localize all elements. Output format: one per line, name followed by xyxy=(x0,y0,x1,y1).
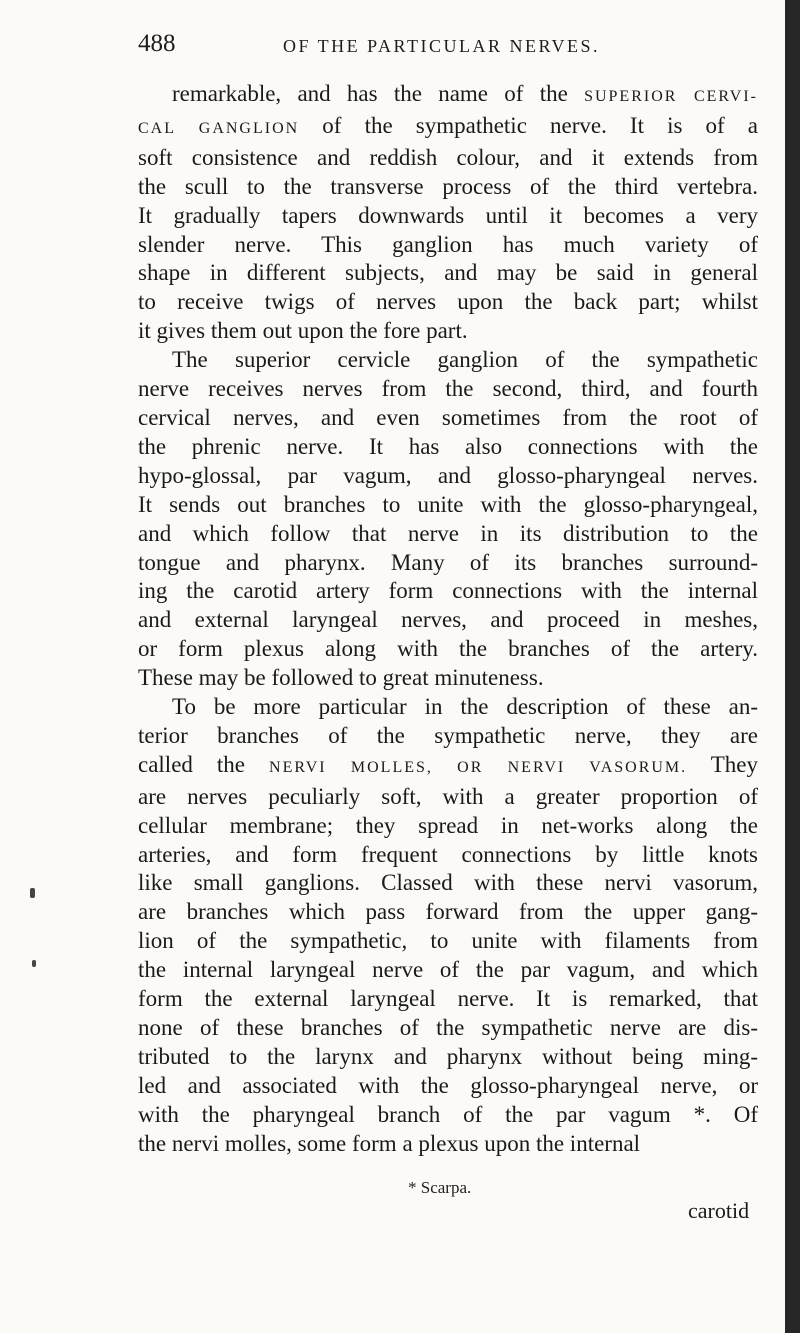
text-line xyxy=(138,346,758,375)
text-segment: cervical nerves, and even sometimes from the root of xyxy=(138,404,758,430)
text-segment: lion of the sympathetic, to unite with filaments from xyxy=(138,928,758,954)
text-segment: the scull to the transverse process of the third vertebra. xyxy=(138,173,758,199)
text-line xyxy=(138,693,758,722)
text-segment: or form plexus along with the branches of the artery. xyxy=(138,636,758,662)
text-line xyxy=(138,202,758,231)
text-line xyxy=(138,898,758,927)
small-caps-term: SUPERIOR CERVI- xyxy=(584,88,758,105)
text-segment: nerve receives nerves from the second, third, and fourth xyxy=(138,376,758,402)
text-segment: The superior cervicle ganglion of the sympathetic xyxy=(172,347,758,373)
text-segment: to receive twigs of nerves upon the back part; whilst xyxy=(138,289,758,315)
small-caps-term: CAL GANGLION xyxy=(138,119,300,137)
footnote: * Scarpa. xyxy=(408,1178,472,1197)
small-caps-term: NERVI MOLLES, OR NERVI VASORUM. xyxy=(269,758,688,776)
text-line xyxy=(138,869,758,898)
text-segment: arteries, and form frequent connections by little knots xyxy=(138,841,758,867)
text-segment: it gives them out upon the fore part. xyxy=(138,318,468,344)
text-segment: and external laryngeal nerves, and proceed in meshes, xyxy=(138,607,758,633)
text-segment: called the xyxy=(138,751,270,777)
text-line xyxy=(138,1072,758,1101)
text-line xyxy=(138,433,758,462)
text-line xyxy=(138,491,758,520)
text-line xyxy=(138,956,758,985)
text-segment: tributed to the larynx and pharynx without being ming- xyxy=(138,1043,758,1069)
margin-mark xyxy=(32,960,36,967)
text-line xyxy=(138,462,758,491)
text-line xyxy=(138,722,758,751)
text-line xyxy=(138,635,758,664)
text-line xyxy=(138,927,758,956)
text-line xyxy=(138,1101,758,1130)
text-line xyxy=(138,1043,758,1072)
text-segment: tongue and pharynx. Many of its branches surround- xyxy=(138,549,758,575)
text-line xyxy=(138,664,758,693)
text-line xyxy=(138,606,758,635)
text-line xyxy=(138,404,758,433)
text-line xyxy=(138,259,758,288)
text-segment: To be more particular in the description of these an- xyxy=(172,694,758,720)
margin-mark xyxy=(30,888,35,898)
text-line xyxy=(138,577,758,606)
text-segment: shape in different subjects, and may be said in general xyxy=(138,260,758,286)
text-segment: It gradually tapers downwards until it becomes a very xyxy=(138,202,758,228)
page-number: 488 xyxy=(138,30,176,57)
text-segment: These may be followed to great minuteness. xyxy=(138,665,544,691)
text-segment: are nerves peculiarly soft, with a greater proportion of xyxy=(138,783,758,809)
text-segment: of the sympathetic nerve. It is of a xyxy=(299,112,758,138)
text-line xyxy=(138,80,758,112)
text-line xyxy=(138,520,758,549)
body-text xyxy=(138,80,758,1159)
text-line xyxy=(138,173,758,202)
text-line xyxy=(138,841,758,870)
text-segment: soft consistence and reddish colour, and it extends from xyxy=(138,144,758,170)
catchword: carotid xyxy=(688,1198,750,1223)
text-segment: remarkable, and has the name of the xyxy=(172,81,585,106)
text-segment: slender nerve. This ganglion has much variety of xyxy=(138,231,758,257)
page-edge xyxy=(785,0,800,1333)
text-segment: ing the carotid artery form connections with the internal xyxy=(138,578,758,604)
text-segment: the nervi molles, some form a plexus upon the internal xyxy=(138,1130,641,1156)
text-line xyxy=(138,783,758,812)
text-segment: the phrenic nerve. It has also connections with the xyxy=(138,433,758,459)
text-line xyxy=(138,231,758,260)
text-line xyxy=(138,751,758,783)
text-line xyxy=(138,549,758,578)
text-segment: form the external laryngeal nerve. It is remarked, that xyxy=(138,986,758,1012)
text-line xyxy=(138,288,758,317)
text-line xyxy=(138,1130,758,1159)
text-segment: They xyxy=(687,751,758,777)
text-segment: hypo-glossal, par vagum, and glosso-pharyngeal nerves. xyxy=(138,462,758,488)
text-segment: with the pharyngeal branch of the par vagum *. Of xyxy=(138,1101,758,1127)
text-segment: led and associated with the glosso-pharyngeal nerve, or xyxy=(138,1072,758,1098)
text-line xyxy=(138,144,758,173)
text-line xyxy=(138,812,758,841)
text-line xyxy=(138,1014,758,1043)
text-segment: cellular membrane; they spread in net-works along the xyxy=(138,812,758,838)
text-segment: terior branches of the sympathetic nerve, they are xyxy=(138,722,758,748)
text-segment: none of these branches of the sympathetic nerve are dis- xyxy=(138,1015,758,1040)
text-segment: It sends out branches to unite with the glosso-pharyngeal, xyxy=(138,491,758,517)
text-line xyxy=(138,317,758,346)
running-title: OF THE PARTICULAR NERVES. xyxy=(283,36,601,56)
text-line xyxy=(138,375,758,404)
text-line xyxy=(138,985,758,1014)
text-segment: are branches which pass forward from the upper gang- xyxy=(138,899,758,925)
text-line xyxy=(138,112,758,144)
text-segment: the internal laryngeal nerve of the par vagum, and which xyxy=(138,957,758,983)
text-segment: and which follow that nerve in its distribution to the xyxy=(138,520,758,546)
text-segment: like small ganglions. Classed with these nervi vasorum, xyxy=(138,870,758,896)
page-header xyxy=(138,30,758,66)
